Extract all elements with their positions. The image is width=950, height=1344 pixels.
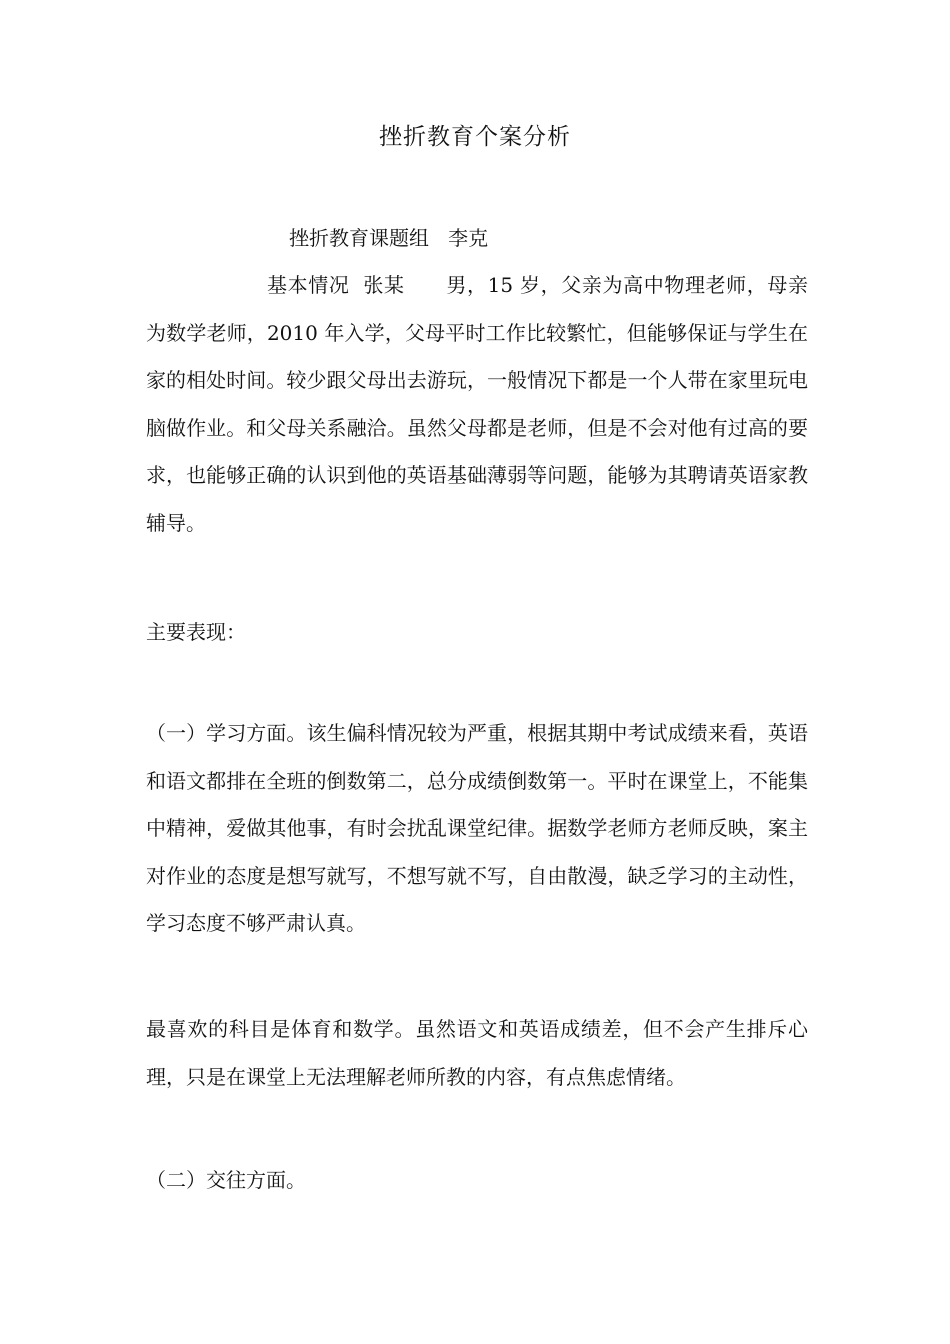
section-heading-main: 主要表现： (146, 620, 246, 644)
paragraph-basic-info: 基本情况 张某 男，15 岁，父亲为高中物理老师，母亲为数学老师，2010 年入学，父母平时工作比较繁忙，但能够保证与学生在家的相处时间。较少跟父母出去游玩，一般情况下都是一个人带在家里玩电脑做作业。和父母关系融洽。虽然父母都是老师，但是不会对他有过高的要求，也能够正确的认识到他的英语基础薄弱等问题，能够为其聘请英语家教辅导。 (146, 273, 808, 535)
paragraph-social: （二）交往方面。 (146, 1168, 306, 1192)
document-title: 挫折教育个案分析 (379, 124, 571, 150)
paragraph-favorite-subjects: 最喜欢的科目是体育和数学。虽然语文和英语成绩差，但不会产生排斥心理，只是在课堂上无法理解老师所教的内容，有点焦虑情绪。 (146, 1017, 808, 1089)
paragraph-study: （一）学习方面。该生偏科情况较为严重，根据其期中考试成绩来看，英语和语文都排在全班的倒数第二，总分成绩倒数第一。平时在课堂上，不能集中精神，爱做其他事，有时会扰乱课堂纪律。据数学老师方老师反映，案主对作业的态度是想写就写，不想写就不写，自由散漫，缺乏学习的主动性，学习态度不够严肃认真。 (146, 721, 808, 935)
author-line: 挫折教育课题组 李克 (289, 226, 489, 250)
